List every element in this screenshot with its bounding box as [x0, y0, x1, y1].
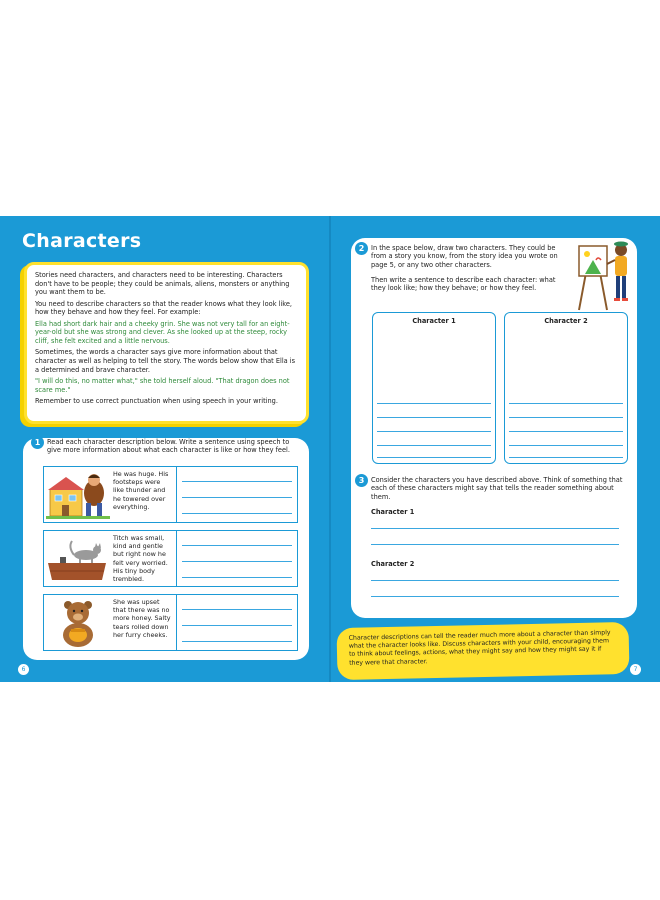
exercise-1-instruction: Read each character description below. Write a sentence using speech to give more information about what each character is like or how they feel. — [47, 438, 290, 455]
page-number: 6 — [18, 664, 29, 675]
parent-note: Character descriptions can tell the reader much more about a character than simply what the character looks like. Discuss characters with your child, encouraging them to think about feelings, actions, what they might say and how they might say it if they were that character. — [336, 622, 629, 680]
answer-line[interactable] — [509, 417, 623, 418]
exercise-2-instruction-b: Then write a sentence to describe each character: what they look like; how they behave; or how they feel. — [371, 276, 556, 293]
character-1-label: Character 1 — [371, 508, 415, 516]
exercise-3-instruction: Consider the characters you have described above. Think of something that each of these characters might say that tells the reader something about them. — [371, 476, 623, 501]
character-card — [43, 594, 298, 651]
exercise-2-3-panel — [351, 238, 637, 618]
answer-line[interactable] — [182, 497, 292, 498]
answer-line[interactable] — [182, 545, 292, 546]
page-number: 7 — [630, 664, 641, 675]
answer-line[interactable] — [371, 580, 619, 581]
box-title: Character 1 — [412, 317, 456, 325]
answer-line[interactable] — [182, 513, 292, 514]
answer-line[interactable] — [182, 641, 292, 642]
book-spread — [0, 216, 660, 682]
spine — [329, 216, 331, 682]
character-description: Titch was small, kind and gentle but right now he felt very worried. His tiny body trembled. — [113, 534, 168, 584]
divider — [176, 531, 177, 586]
intro-box — [24, 262, 309, 424]
giant-house-icon — [46, 469, 110, 520]
answer-line[interactable] — [509, 445, 623, 446]
answer-line[interactable] — [377, 417, 491, 418]
answer-line[interactable] — [377, 431, 491, 432]
divider — [176, 595, 177, 650]
intro-example: Ella had short dark hair and a cheeky grin. She was not very tall for an eight-year-old but she was strong and clever. As she looked up at the steep, rocky cliff, she felt excited and a little nervous. — [35, 319, 290, 346]
bear-honey-icon — [46, 597, 110, 648]
exercise-1-panel — [23, 438, 309, 660]
answer-line[interactable] — [377, 445, 491, 446]
character-card — [43, 530, 298, 587]
answer-line[interactable] — [509, 457, 623, 458]
answer-line[interactable] — [377, 457, 491, 458]
character-2-label: Character 2 — [371, 560, 415, 568]
exercise-number: 3 — [355, 474, 368, 487]
answer-line[interactable] — [377, 403, 491, 404]
girl-painting-icon — [571, 232, 637, 312]
answer-line[interactable] — [371, 596, 619, 597]
intro-paragraph-2: You need to describe characters so that the reader knows what they look like, how they behave and how they feel. For example: — [35, 299, 293, 317]
intro-paragraph-3: Sometimes, the words a character says give more information about that character as well as helping to tell the story. The words below show that Ella is a determined and brave character. — [35, 348, 296, 374]
exercise-number: 2 — [355, 242, 368, 255]
answer-line[interactable] — [371, 528, 619, 529]
divider — [176, 467, 177, 522]
intro-quote: "I will do this, no matter what," she told herself aloud. "That dragon does not scare me." — [35, 377, 290, 394]
intro-paragraph-1: Stories need characters, and characters need to be interesting. Characters don't have to be people; they could be animals, aliens, monsters or anything you want them to be. — [35, 271, 290, 297]
answer-line[interactable] — [182, 625, 292, 626]
box-title: Character 2 — [544, 317, 588, 325]
character-card — [43, 466, 298, 523]
character-description: She was upset that there was no more honey. Salty tears rolled down her furry cheeks. — [113, 598, 171, 639]
drawing-box-1[interactable] — [372, 312, 496, 464]
answer-line[interactable] — [509, 403, 623, 404]
exercise-number: 1 — [31, 436, 44, 449]
answer-line[interactable] — [182, 577, 292, 578]
answer-line[interactable] — [182, 481, 292, 482]
page-title: Characters — [22, 230, 142, 252]
mouse-cat-icon — [46, 533, 110, 584]
answer-line[interactable] — [182, 561, 292, 562]
drawing-box-2[interactable] — [504, 312, 628, 464]
exercise-2-instruction-a: In the space below, draw two characters. They could be from a story you know, from the story idea you wrote on page 5, or any two other characters. — [371, 244, 558, 269]
answer-line[interactable] — [371, 544, 619, 545]
answer-line[interactable] — [509, 431, 623, 432]
answer-line[interactable] — [182, 609, 292, 610]
intro-paragraph-4: Remember to use correct punctuation when using speech in your writing. — [35, 397, 278, 406]
character-description: He was huge. His footsteps were like thunder and he towered over everything. — [113, 470, 169, 511]
